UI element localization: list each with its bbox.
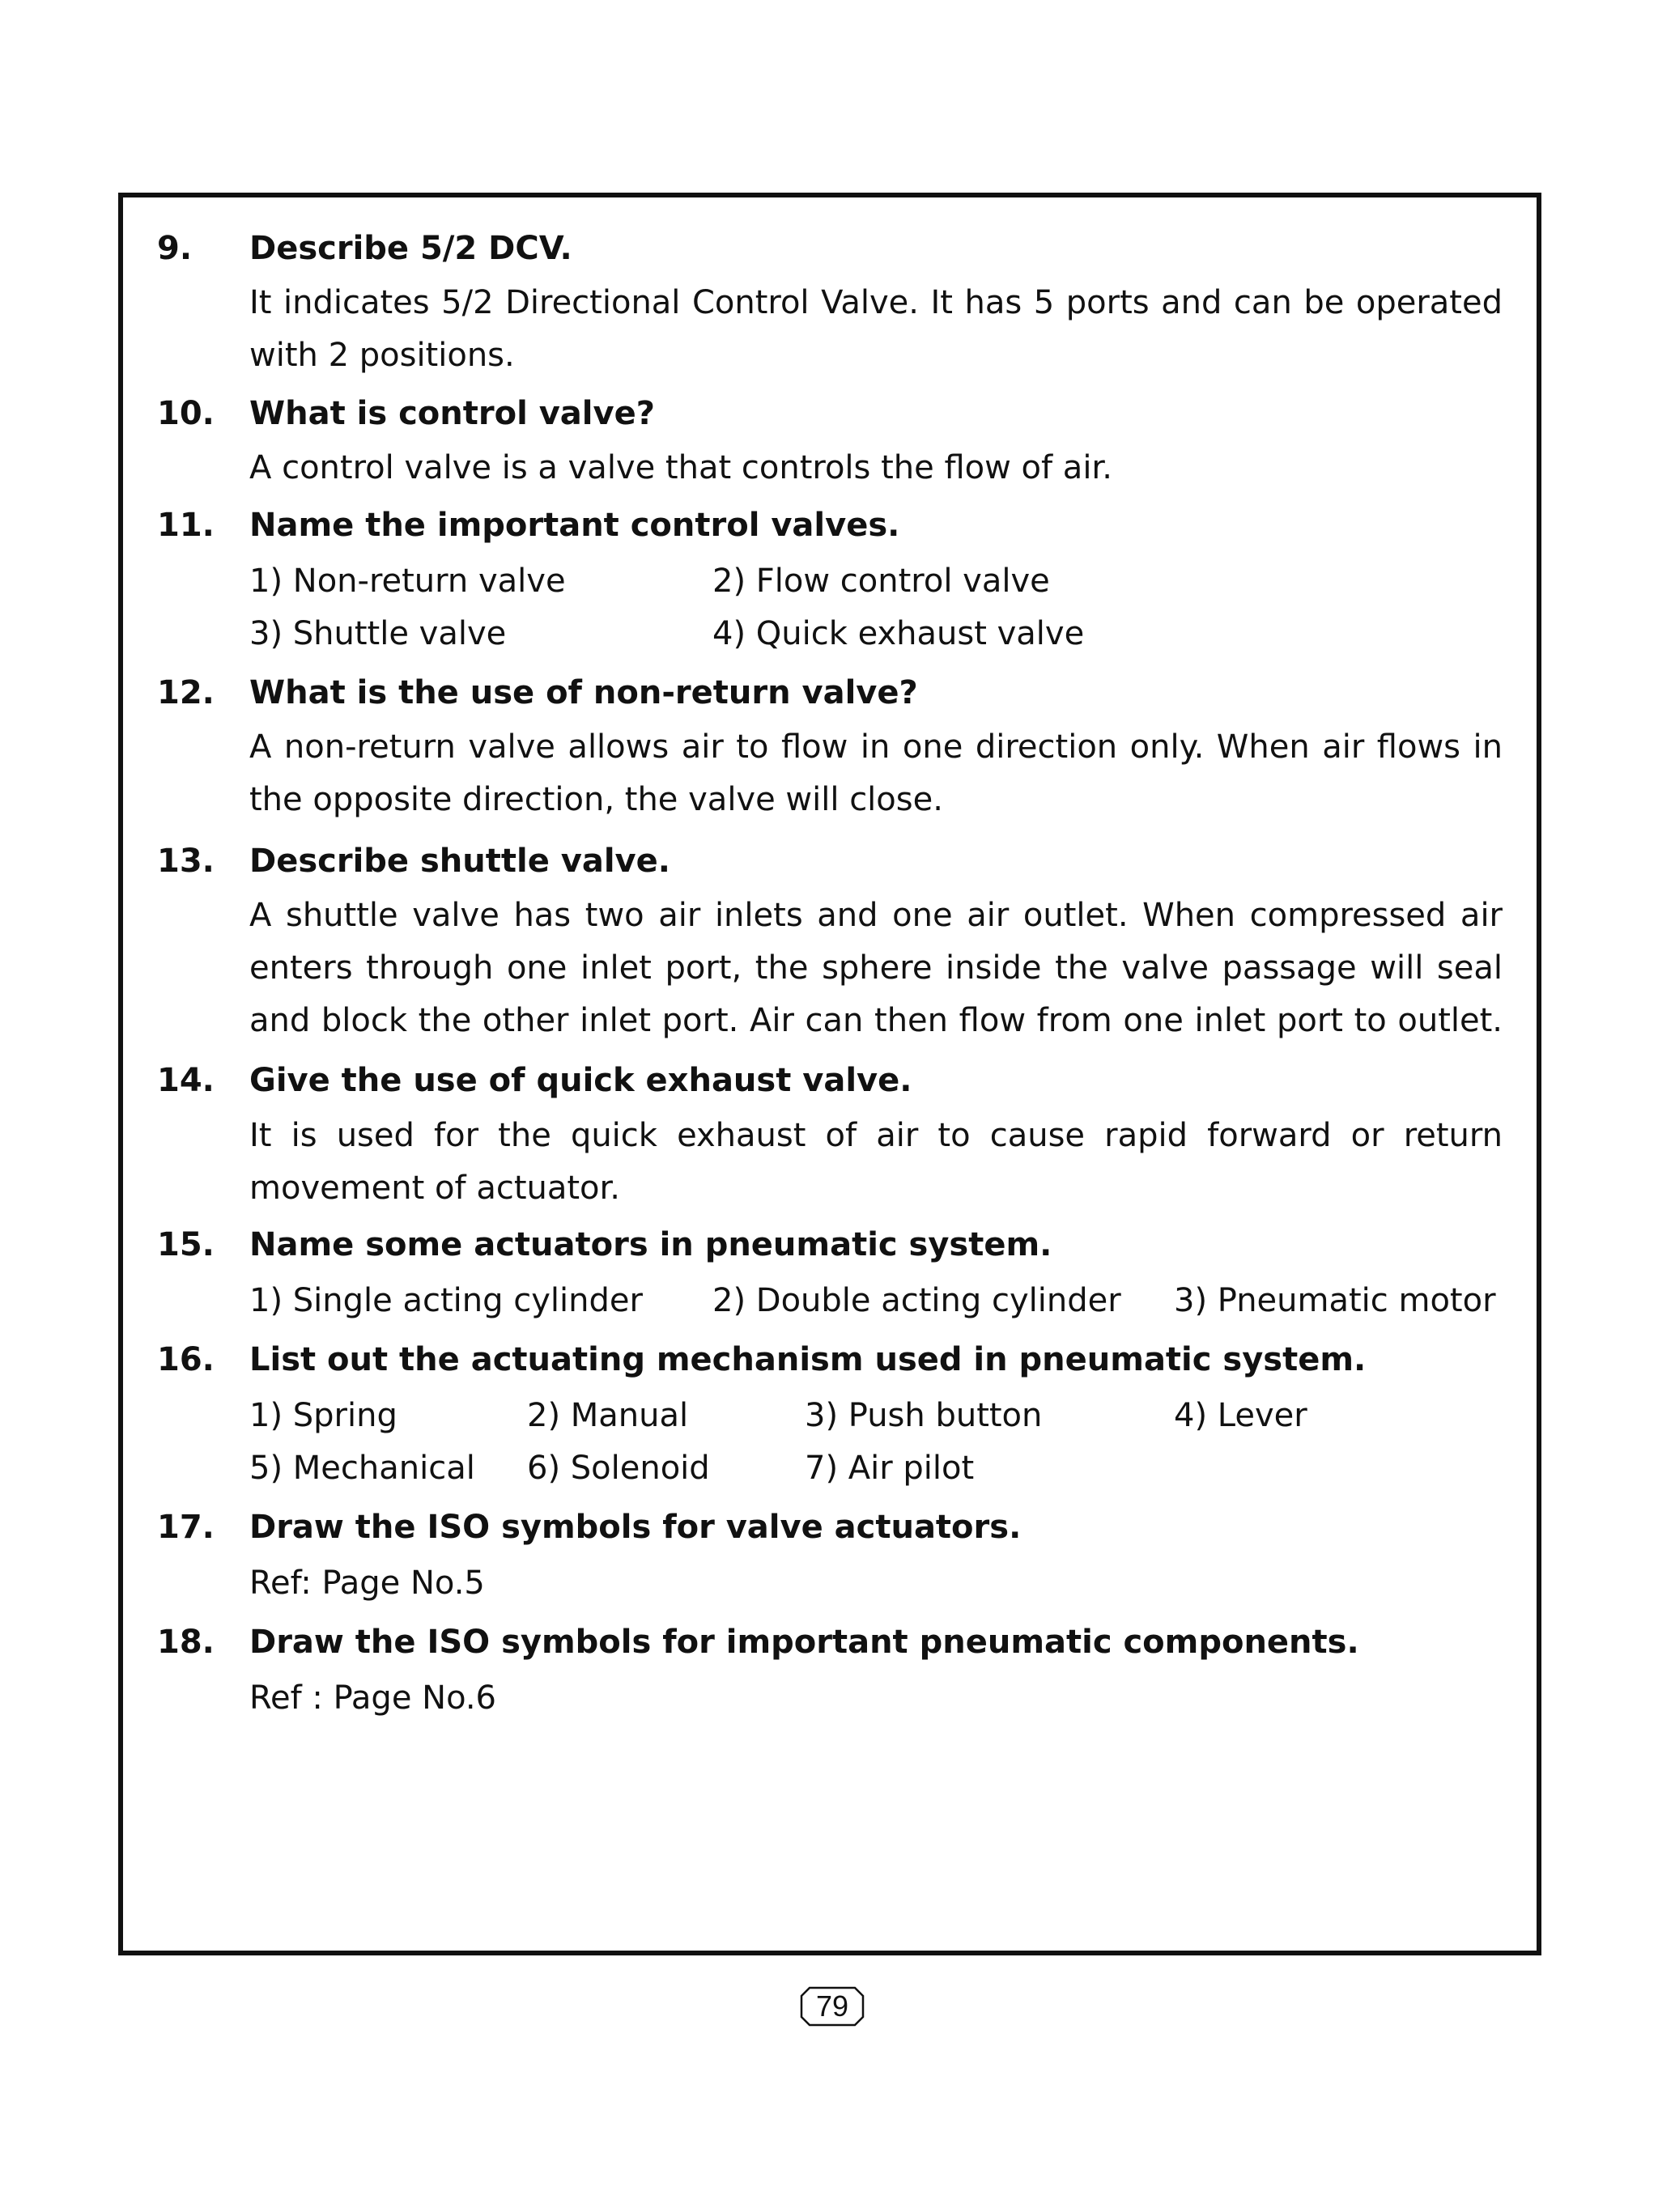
question-number: 18. <box>157 1624 215 1661</box>
list-item: 6) Solenoid <box>527 1450 710 1487</box>
question-text: Describe shuttle valve. <box>249 843 670 880</box>
reference-text: Ref: Page No.5 <box>249 1565 485 1602</box>
answer-line: and block the other inlet port. Air can then flow from one inlet port to outlet. <box>249 1002 1503 1039</box>
question-number: 12. <box>157 674 215 711</box>
answer-10 <box>249 442 1503 495</box>
list-item: 2) Double acting cylinder <box>712 1282 1121 1319</box>
answer-line: A shuttle valve has two air inlets and one air outlet. When compressed air <box>249 897 1503 934</box>
answer-line: A control valve is a valve that controls the flow of air. <box>249 449 1112 486</box>
list-item: 3) Push button <box>805 1397 1043 1434</box>
question-text: List out the actuating mechanism used in pneumatic system. <box>249 1341 1367 1378</box>
question-number: 14. <box>157 1062 215 1099</box>
answer-line: movement of actuator. <box>249 1170 621 1207</box>
answer-14 <box>249 1110 1503 1215</box>
question-14 <box>157 1061 912 1100</box>
question-13 <box>157 842 670 881</box>
list-item: 2) Manual <box>527 1397 689 1434</box>
list-item: 1) Single acting cylinder <box>249 1282 643 1319</box>
answer-12 <box>249 721 1503 826</box>
question-text: Describe 5/2 DCV. <box>249 230 572 267</box>
list-item: 4) Quick exhaust valve <box>712 615 1085 652</box>
page-number-badge <box>800 1986 865 2027</box>
list-item: 3) Shuttle valve <box>249 615 507 652</box>
question-text: Give the use of quick exhaust valve. <box>249 1062 912 1099</box>
answer-line: A non-return valve allows air to flow in one direction only. When air flows in <box>249 728 1503 766</box>
answer-line: It is used for the quick exhaust of air to cause rapid forward or return <box>249 1117 1503 1154</box>
question-12 <box>157 673 918 712</box>
question-number: 9. <box>157 230 193 267</box>
question-17 <box>157 1508 1021 1547</box>
answer-line: the opposite direction, the valve will close. <box>249 781 943 818</box>
question-18 <box>157 1623 1359 1662</box>
question-text: What is control valve? <box>249 395 655 432</box>
list-item: 3) Pneumatic motor <box>1174 1282 1496 1319</box>
list-item: 2) Flow control valve <box>712 563 1050 600</box>
answer-line: with 2 positions. <box>249 337 515 374</box>
list-item: 1) Non-return valve <box>249 563 566 600</box>
list-item: 1) Spring <box>249 1397 397 1434</box>
question-text: Name the important control valves. <box>249 507 900 544</box>
question-number: 10. <box>157 395 215 432</box>
question-11 <box>157 506 899 545</box>
list-item: 7) Air pilot <box>805 1450 975 1487</box>
question-text: Draw the ISO symbols for valve actuators. <box>249 1509 1022 1546</box>
answer-line: It indicates 5/2 Directional Control Valve. It has 5 ports and can be operated <box>249 284 1503 321</box>
question-text: Draw the ISO symbols for important pneumatic components. <box>249 1624 1359 1661</box>
page-number: 79 <box>815 1989 849 2023</box>
list-item: 5) Mechanical <box>249 1450 475 1487</box>
answer-line: enters through one inlet port, the sphere inside the valve passage will seal <box>249 949 1503 987</box>
question-number: 16. <box>157 1341 215 1378</box>
answer-9 <box>249 277 1503 382</box>
question-9 <box>157 229 572 268</box>
list-item: 4) Lever <box>1174 1397 1307 1434</box>
question-number: 15. <box>157 1226 215 1263</box>
reference-text: Ref : Page No.6 <box>249 1679 496 1717</box>
question-number: 11. <box>157 507 215 544</box>
question-text: Name some actuators in pneumatic system. <box>249 1226 1052 1263</box>
question-number: 17. <box>157 1509 215 1546</box>
question-10 <box>157 394 655 433</box>
question-16 <box>157 1340 1366 1379</box>
question-15 <box>157 1225 1052 1264</box>
question-number: 13. <box>157 843 215 880</box>
question-text: What is the use of non-return valve? <box>249 674 918 711</box>
answer-13 <box>249 889 1503 1047</box>
